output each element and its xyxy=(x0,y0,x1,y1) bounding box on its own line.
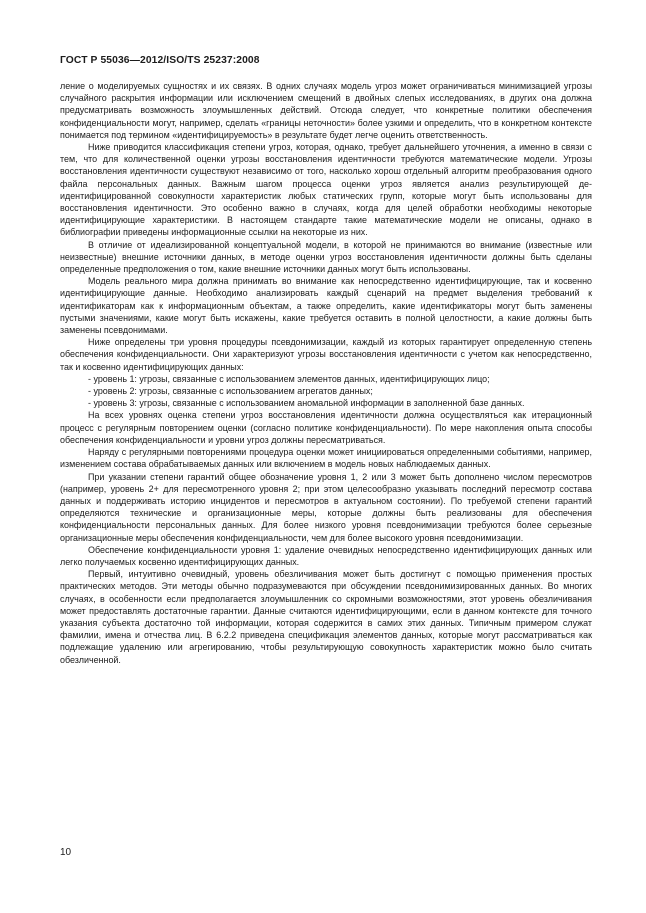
list-item: - уровень 1: угрозы, связанные с использованием элементов данных, идентифицирующих лицо; xyxy=(88,373,490,384)
list-item: - уровень 2: угрозы, связанные с использованием агрегатов данных; xyxy=(88,386,373,397)
paragraph: Первый, интуитивно очевидный, уровень обезличивания может быть достигнут с помощью применения простых практических методов. Эти методы обычно подразумеваются при обсуждении псевдонимизированных данных. Во многих случаях, в особенности если предполагается злоумышленник со скромными возможностями, этот уровень обезличивания может предоставлять достаточные гарантии. Данные считаются идентифицирующими, если в данном контексте для точного указания субъекта достаточно той информации, которая содержится в самих этих данных. Типичным примером служат фамилии, имена и отчества лиц. В 6.2.2 приведена спецификация элементов данных, которые могут рассматриваться как подлежащие удалению или агрегированию, чтобы результирующую совокупность характеристик можно было считать обезличенной. xyxy=(60,569,592,665)
document-header: ГОСТ Р 55036—2012/ISO/TS 25237:2008 xyxy=(60,55,260,66)
paragraph: Ниже приводится классификация степени угроз, которая, однако, требует дальнейшего уточнения, а именно в связи с тем, что для количественной оценки угрозы восстановления идентичности требуются математические модели. Угрозы восстановления идентичности существуют независимо от того, насколько хорош отдельный алгоритм преобразования одного файла персональных данных. Важным шагом процесса оценки угроз является анализ результирующей де-идентифицированной совокупности характеристик любых статических групп, которые могут быть использованы для восстановления идентичности. Это особенно важно в случаях, когда для целей обработки необходимы некоторые идентифицирующие характеристики. В настоящем стандарте такие математические модели не описаны, однако в библиографии приведены информационные ссылки на некоторые из них. xyxy=(60,142,592,238)
document-body xyxy=(60,80,592,666)
page-number: 10 xyxy=(60,847,72,858)
paragraph: Обеспечение конфиденциальности уровня 1: удаление очевидных непосредственно идентифицирующих данных или легко получаемых косвенно идентифицирующих данных. xyxy=(60,544,592,567)
paragraph: Наряду с регулярными повторениями процедура оценки может инициироваться определенными событиями, например, изменением состава обрабатываемых данных или включением в модель новых наблюдаемых данных. xyxy=(60,447,592,470)
paragraph: ление о моделируемых сущностях и их связях. В одних случаях модель угроз может ограничиваться минимизацией угрозы случайного раскрытия информации или исключением смещений в двойных слепых исследованиях, в других она должна предусматривать возможность злоумышленных действий. Отсюда следует, что конкретные политики обеспечения конфиденциальности могут, например, сделать «границы неточности» более узкими и определить, что в конкретном контексте понимается под термином «идентифицируемость» в результате будет легче оценить ответственность. xyxy=(60,81,592,140)
paragraph: При указании степени гарантий общее обозначение уровня 1, 2 или 3 может быть дополнено числом пересмотров (например, уровень 2+ для пересмотренного уровня 2; при этом целесообразно указывать последний пересмотр состава данных и поддерживать историю инцидентов и пересмотров в актуальном состоянии). По требуемой степени гарантий определяются технические и организационные меры, которые должны быть реализованы для обеспечения конфиденциальности персональных данных. Для более низкого уровня псевдонимизации требуются более серьезные организационные меры обеспечения конфиденциальности, чем для более высокого уровня псевдонимизации. xyxy=(60,471,592,543)
paragraph: В отличие от идеализированной концептуальной модели, в которой не принимаются во внимание (известные или неизвестные) внешние источники данных, в методе оценки угроз восстановления идентичности должны быть сделаны определенные предположения о том, какие внешние источники данных могут быть использованы. xyxy=(60,239,592,275)
paragraph: Ниже определены три уровня процедуры псевдонимизации, каждый из которых гарантирует определенную степень обеспечения конфиденциальности. Они характеризуют угрозы восстановления идентичности с учетом как непосредственно, так и косвенно идентифицирующих данных: xyxy=(60,337,592,372)
list-item: - уровень 3: угрозы, связанные с использованием аномальной информации в заполненной базе данных. xyxy=(88,398,525,409)
paragraph: На всех уровнях оценка степени угроз восстановления идентичности должна осуществляться как итерационный процесс с регулярным повторением оценки (согласно политике конфиденциальности). По мере накопления опыта способы обеспечения конфиденциальности и уровни угроз должны пересматриваться. xyxy=(60,410,592,445)
paragraph: Модель реального мира должна принимать во внимание как непосредственно идентифицирующие, так и косвенно идентифицирующие данные. Необходимо анализировать каждый сценарий на предмет выделения требований к идентификаторам как к информационным объектам, а также определить, какие идентификаторы могут быть заменены пустыми значениями, какие могут быть искажены, какие требуется оставить в полной целостности, а какие должны быть заменены псевдонимами. xyxy=(60,276,592,336)
